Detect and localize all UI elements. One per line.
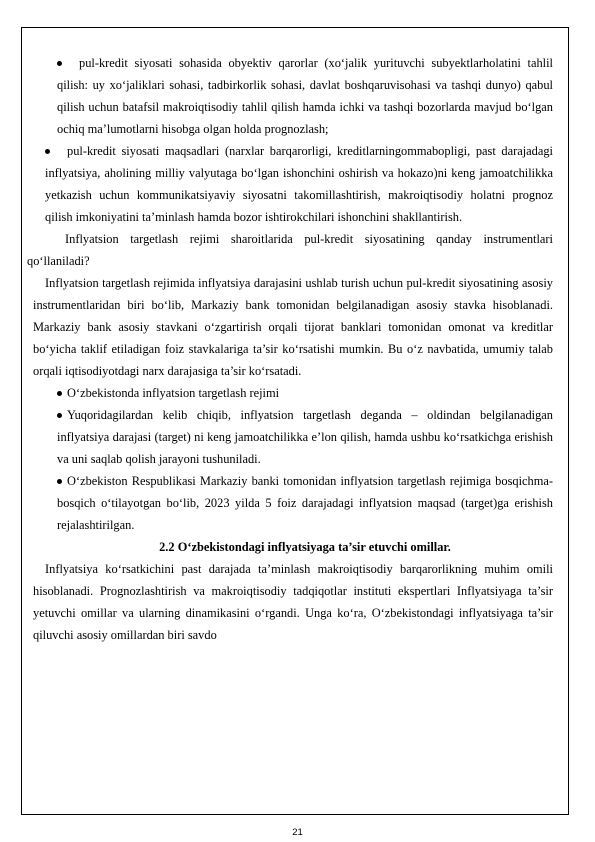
bullet-icon [57, 479, 62, 484]
list-item [57, 52, 553, 140]
section-question: Inflyatsion targetlash rejimi sharoitlarida pul-kredit siyosatining qanday instrumentlari qo‘llaniladi? [27, 232, 553, 268]
section-heading: 2.2 O‘zbekistondagi inflyatsiyaga ta’sir etuvchi omillar. [159, 540, 451, 554]
list-item [57, 404, 553, 470]
paragraph: Inflyatsiya ko‘rsatkichini past darajada ta’minlash makroiqtisodiy barqarorlikning muhim omili hisoblanadi. Prognozlashtirish va makroiqtisodiy tadqiqotlar instituti ekspertlari Inflyatsiyaga ta’sir yetuvchi omillar va ularning dinamikasini o‘rgandi. Unga ko‘ra, O‘zbekistondagi inflyatsiyaga ta’sir qiluvchi asosiy omillardan biri savdo [33, 562, 553, 642]
bullet-icon [57, 391, 62, 396]
bullet-text: pul-kredit siyosati maqsadlari (narxlar barqarorligi, kreditlarningommabopligi, past darajadagi inflyatsiya, aholining milliy valyutaga bo‘lgan ishonchini oshirish va hokazo)ni keng jamoatchilikka yetkazish uchun kommunikatsiyaviy siyosatni takomillashtirish, makroiqtisodiy holatni prognoz qilish imkoniyatini ta’minlash hamda bozor ishtirokchilari ishonchini shakllantirish. [45, 144, 553, 224]
bullet-text: O‘zbekistonda inflyatsion targetlash rejimi [67, 386, 280, 400]
bullet-text: pul-kredit siyosati sohasida obyektiv qarorlar (xo‘jalik yurituvchi subyektlarholatini tahlil qilish: uy xo‘jaliklari sohasi, tadbirkorlik sohasi, davlat boshqaruvisohasi va tashqi dunyo) qabul qilish uchun batafsil makroiqtisodiy tahlil qilish hamda ichki va tashqi bozorlarda mavjud bo‘lgan ochiq ma’lumotlarni hisobga olgan holda prognozlash; [57, 56, 553, 136]
page-number: 21 [292, 827, 303, 838]
bullet-icon [57, 413, 62, 418]
list-item [45, 140, 553, 228]
bullet-text: O‘zbekiston Respublikasi Markaziy banki tomonidan inflyatsion targetlash rejimiga bosqichma-bosqich o‘tilayotgan bo‘lib, 2023 yilda 5 foiz darajadagi inflyatsion maqsad (target)ga erishish rejalashtirilgan. [57, 474, 553, 532]
list-item [57, 382, 553, 404]
bullet-icon [45, 149, 50, 154]
bullet-icon [57, 61, 62, 66]
paragraph: Inflyatsion targetlash rejimida inflyatsiya darajasini ushlab turish uchun pul-kredit siyosatining asosiy instrumentlaridan biri bo‘lib, Markaziy bank tomonidan belgilanadigan asosiy stavka hisoblanadi. Markaziy bank asosiy stavkani o‘zgartirish orqali tijorat banklari tomonidan omonat va kreditlar bo‘yicha taklif etiladigan foiz stavkalariga ta’sir ko‘rsatishi mumkin. Bu o‘z navbatida, umumiy talab orqali iqtisodiyotdagi narx darajasiga ta’sir ko‘rsatadi. [33, 276, 553, 378]
bullet-text: Yuqoridagilardan kelib chiqib, inflyatsion targetlash deganda – oldindan belgilanadigan inflyatsiya darajasi (target) ni keng jamoatchilikka e’lon qilish, hamda ushbu ko‘rsatkichga erishish va uni saqlab qolish jarayoni tushuniladi. [57, 408, 553, 466]
document-body [27, 52, 553, 646]
list-item [57, 470, 553, 536]
